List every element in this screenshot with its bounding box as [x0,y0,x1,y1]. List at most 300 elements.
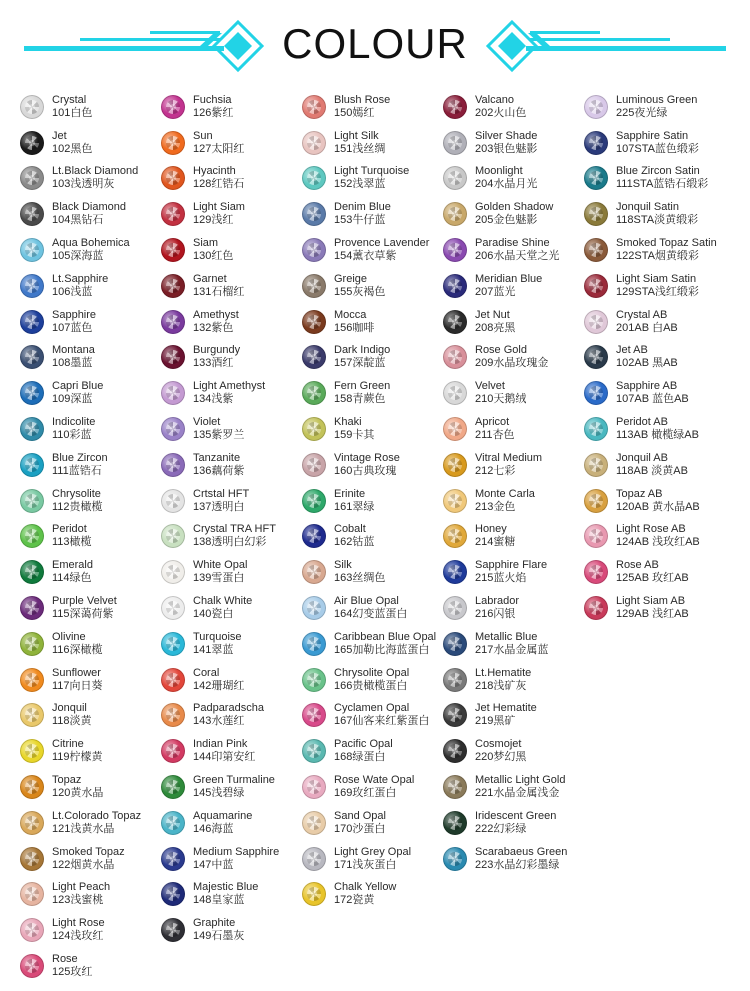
colour-text [193,810,252,836]
rhinestone-swatch-icon [161,703,185,727]
colour-text [475,702,537,728]
colour-name: Light Siam AB [616,595,686,608]
colour-item [161,411,302,447]
colour-name: Silver Shade [475,129,538,142]
colour-name: Iridescent Green [475,809,557,822]
rhinestone-swatch-icon [20,739,44,763]
colour-name: Scarabaeus Green [475,845,568,858]
colour-text [334,273,385,299]
colour-item [161,626,302,662]
rhinestone-swatch-icon [20,95,44,119]
colour-name: Monte Carla [475,487,535,500]
colour-name: Topaz [52,774,82,787]
colour-text [193,846,279,872]
colour-item [20,375,161,411]
colour-item [302,590,443,626]
rhinestone-swatch-icon [443,310,467,334]
colour-name: Cosmojet [475,738,522,751]
colour-text [52,273,108,299]
rhinestone-swatch-icon [161,417,185,441]
colour-code: 218浅矿灰 [475,679,527,692]
colour-code: 213金色 [475,500,516,513]
colour-item [443,232,584,268]
rhinestone-swatch-icon [302,131,326,155]
colour-name: Lt.Hematite [475,666,532,679]
colour-item [443,769,584,805]
colour-name: White Opal [193,559,248,572]
colour-item [161,268,302,304]
colour-name: Vintage Rose [334,451,400,464]
colour-item [302,769,443,805]
rhinestone-swatch-icon [443,560,467,584]
rhinestone-swatch-icon [161,632,185,656]
colour-code: 202火山色 [475,106,527,119]
colour-name: Provence Lavender [334,237,430,250]
colour-column [302,89,443,985]
rhinestone-swatch-icon [443,453,467,477]
colour-name: Padparadscha [193,702,264,715]
colour-name: Khaki [334,416,362,429]
colour-item [20,662,161,698]
colour-text [475,94,526,120]
colour-name: Vitral Medium [475,451,543,464]
colour-code: 223水晶幻彩墨绿 [475,858,560,871]
colour-item [161,304,302,340]
rhinestone-swatch-icon [20,310,44,334]
colour-code: 138透明白幻彩 [193,536,267,549]
rhinestone-swatch-icon [443,775,467,799]
rhinestone-swatch-icon [302,882,326,906]
colour-name: Garnet [193,272,227,285]
colour-name: Sand Opal [334,809,386,822]
colour-text [193,917,244,943]
colour-code: 165加勒比海蓝蛋白 [334,643,430,656]
colour-item [443,125,584,161]
rhinestone-swatch-icon [161,345,185,369]
colour-name: Air Blue Opal [334,595,399,608]
colour-item [302,805,443,841]
colour-name: Jet Hematite [475,702,537,715]
colour-text [193,488,249,514]
rhinestone-swatch-icon [443,166,467,190]
colour-item [584,196,725,232]
colour-name: Chalk White [193,595,253,608]
colour-name: Amethyst [193,308,239,321]
rhinestone-swatch-icon [161,596,185,620]
colour-code: 153牛仔蓝 [334,214,386,227]
colour-text [475,523,515,549]
colour-name: Greige [334,272,368,285]
colour-code: 144印第安红 [193,751,256,764]
rhinestone-swatch-icon [20,274,44,298]
rhinestone-swatch-icon [20,345,44,369]
rhinestone-swatch-icon [161,524,185,548]
colour-text [52,595,117,621]
colour-name: Chrysolite [52,487,101,500]
colour-item [20,411,161,447]
colour-column [161,89,302,985]
colour-name: Peridot [52,523,87,536]
colour-code: 162钴蓝 [334,536,375,549]
colour-name: Fern Green [334,380,391,393]
colour-item [302,232,443,268]
colour-name: Meridian Blue [475,272,543,285]
colour-item [20,841,161,877]
colour-code: 111蓝锆石 [52,464,102,477]
colour-name: Paradise Shine [475,237,550,250]
colour-item [443,483,584,519]
colour-code: 154薰衣草紫 [334,250,397,263]
colour-code: 103浅透明灰 [52,178,115,191]
rhinestone-swatch-icon [584,310,608,334]
colour-name: Citrine [52,738,84,751]
colour-code: 113AB 橄榄绿AB [616,429,699,442]
rhinestone-swatch-icon [20,202,44,226]
colour-code: 109深蓝 [52,393,93,406]
rhinestone-swatch-icon [443,202,467,226]
colour-name: Chalk Yellow [334,881,397,894]
rhinestone-swatch-icon [20,811,44,835]
colour-text [616,523,700,549]
colour-item [302,698,443,734]
colour-text [616,273,699,299]
colour-name: Luminous Green [616,93,698,106]
colour-code: 155灰褐色 [334,285,386,298]
colour-code: 107蓝色 [52,321,93,334]
colour-name: Topaz AB [616,487,663,500]
colour-item [302,877,443,913]
rhinestone-swatch-icon [302,524,326,548]
colour-code: 161翠绿 [334,500,375,513]
colour-code: 102黑色 [52,142,93,155]
colour-item [20,554,161,590]
colour-name: Peridot AB [616,416,668,429]
colour-item [161,447,302,483]
colour-code: 221水晶金属浅金 [475,787,560,800]
rhinestone-swatch-icon [302,632,326,656]
colour-code: 216闪银 [475,608,516,621]
colour-code: 143水莲红 [193,715,245,728]
colour-name: Jonquil AB [616,451,668,464]
colour-name: Light Rose [52,917,105,930]
colour-name: Light Amethyst [193,380,266,393]
rhinestone-swatch-icon [20,560,44,584]
colour-text [616,309,678,335]
colour-code: 150嫣红 [334,106,375,119]
colour-code: 119柠檬黄 [52,751,103,764]
colour-text [334,130,385,156]
rhinestone-swatch-icon [443,596,467,620]
colour-code: 127太阳红 [193,142,245,155]
colour-code: 201AB 白AB [616,321,678,334]
colour-item [161,912,302,948]
colour-text [334,631,436,657]
colour-text [475,380,526,406]
colour-code: 156咖啡 [334,321,375,334]
colour-text [616,559,689,585]
colour-name: Hyacinth [193,165,236,178]
colour-item [443,340,584,376]
colour-text [193,273,244,299]
colour-name: Crystal TRA HFT [193,523,276,536]
colour-code: 222幻彩绿 [475,822,527,835]
colour-item [20,519,161,555]
colour-name: Crystal AB [616,308,668,321]
colour-code: 113橄榄 [52,536,92,549]
colour-text [334,595,407,621]
colour-name: Sapphire Satin [616,129,689,142]
colour-code: 121浅黄水晶 [52,822,115,835]
colour-code: 172瓷黄 [334,894,375,907]
colour-name: Light Silk [334,129,379,142]
rhinestone-swatch-icon [302,166,326,190]
colour-name: Light Siam [193,201,245,214]
colour-code: 208亮黑 [475,321,516,334]
colour-item [161,125,302,161]
colour-code: 166贵橄榄蛋白 [334,679,408,692]
colour-item [302,626,443,662]
colour-code: 206水晶天堂之光 [475,250,560,263]
colour-name: Light Peach [52,881,111,894]
colour-code: 104黑钻石 [52,214,104,227]
colour-name: Violet [193,416,221,429]
colour-text [193,595,252,621]
colour-item [302,161,443,197]
colour-text [334,523,374,549]
rhinestone-swatch-icon [443,417,467,441]
colour-item [161,232,302,268]
rhinestone-swatch-icon [161,238,185,262]
colour-text [475,488,535,514]
rhinestone-swatch-icon [302,381,326,405]
colour-code: 209水晶玫瑰金 [475,357,549,370]
colour-item [20,769,161,805]
colour-item [584,89,725,125]
rhinestone-swatch-icon [302,560,326,584]
colour-text [193,523,276,549]
colour-code: 131石榴红 [193,285,245,298]
colour-text [616,344,678,370]
colour-code: 129STA浅红缎彩 [616,285,699,298]
colour-code: 117向日葵 [52,679,103,692]
colour-text [52,702,92,728]
colour-name: Rose [52,953,78,966]
colour-item [20,483,161,519]
colour-name: Green Turmaline [193,774,275,787]
colour-text [475,273,542,299]
rhinestone-swatch-icon [20,417,44,441]
colour-item [161,877,302,913]
colour-item [443,841,584,877]
colour-text [193,559,247,585]
colour-text [52,380,103,406]
rhinestone-swatch-icon [161,560,185,584]
colour-text [334,94,390,120]
colour-name: Coral [193,666,220,679]
colour-name: Rose AB [616,559,659,572]
rhinestone-swatch-icon [20,918,44,942]
colour-name: Jonquil Satin [616,201,679,214]
rhinestone-swatch-icon [302,417,326,441]
colour-name: Velvet [475,380,505,393]
colour-item [161,483,302,519]
colour-code: 125AB 玫红AB [616,572,689,585]
rhinestone-swatch-icon [443,381,467,405]
colour-text [52,452,108,478]
rhinestone-swatch-icon [584,166,608,190]
colour-name: Aqua Bohemica [52,237,130,250]
rhinestone-swatch-icon [161,310,185,334]
colour-text [334,237,429,263]
colour-text [334,559,385,585]
colour-name: Pacific Opal [334,738,393,751]
colour-name: Dark Indigo [334,344,391,357]
colour-code: 106浅蓝 [52,285,93,298]
colour-name: Light Rose AB [616,523,686,536]
colour-item [302,375,443,411]
colour-code: 120黄水晶 [52,787,104,800]
colour-text [334,810,386,836]
colour-item [161,519,302,555]
colour-name: Turquoise [193,630,242,643]
colour-item [161,89,302,125]
rhinestone-swatch-icon [443,847,467,871]
colour-name: Indian Pink [193,738,248,751]
rhinestone-swatch-icon [20,453,44,477]
rhinestone-swatch-icon [584,345,608,369]
colour-text [193,344,240,370]
colour-text [193,667,244,693]
colour-item [161,590,302,626]
colour-code: 114绿色 [52,572,92,585]
colour-code: 128红锆石 [193,178,245,191]
colour-name: Aquamarine [193,809,253,822]
colour-code: 148皇家蓝 [193,894,245,907]
rhinestone-swatch-icon [20,847,44,871]
colour-code: 205金色魅影 [475,214,538,227]
colour-item [443,662,584,698]
rhinestone-swatch-icon [161,131,185,155]
colour-code: 110彩蓝 [52,429,92,442]
colour-text [193,237,233,263]
colour-code: 107AB 蓝色AB [616,393,689,406]
colour-code: 169玫红蛋白 [334,787,397,800]
colour-text [52,667,103,693]
rhinestone-swatch-icon [20,524,44,548]
rhinestone-swatch-icon [443,703,467,727]
rhinestone-swatch-icon [161,489,185,513]
colour-text [616,452,688,478]
colour-name: Chrysolite Opal [334,666,410,679]
colour-item [20,447,161,483]
colour-item [443,733,584,769]
colour-code: 164幻变蓝蛋白 [334,608,408,621]
colour-text [475,667,531,693]
colour-text [475,237,559,263]
colour-item [20,340,161,376]
colour-name: Cobalt [334,523,366,536]
colour-text [52,631,103,657]
colour-name: Golden Shadow [475,201,554,214]
colour-item [161,769,302,805]
colour-code: 105深海蓝 [52,250,104,263]
colour-text [475,165,537,191]
colour-item [20,304,161,340]
colour-code: 116深橄榄 [52,643,103,656]
colour-item [20,912,161,948]
colour-text [193,416,244,442]
colour-text [334,380,390,406]
colour-code: 141翠蓝 [193,643,234,656]
colour-item [20,590,161,626]
rhinestone-swatch-icon [161,166,185,190]
colour-text [334,738,393,764]
colour-name: Erinite [334,487,366,500]
colour-text [193,165,244,191]
colour-text [334,344,390,370]
colour-code: 122STA烟黄缎彩 [616,250,699,263]
colour-name: Blush Rose [334,93,391,106]
colour-code: 149石墨灰 [193,930,245,943]
colour-name: Lt.Colorado Topaz [52,809,142,822]
rhinestone-swatch-icon [302,453,326,477]
colour-code: 168绿蛋白 [334,751,386,764]
colour-code: 146海蓝 [193,822,234,835]
rhinestone-swatch-icon [20,166,44,190]
colour-code: 147中蓝 [193,858,234,871]
colour-text [52,917,105,943]
colour-code: 102AB 黑AB [616,357,678,370]
colour-code: 212七彩 [475,464,516,477]
colour-name: Silk [334,559,352,572]
colour-item [20,268,161,304]
colour-text [193,380,265,406]
colour-name: Olivine [52,630,86,643]
rhinestone-swatch-icon [20,775,44,799]
colour-name: Blue Zircon Satin [616,165,700,178]
colour-item [584,232,725,268]
colour-text [52,130,92,156]
colour-name: Rose Wate Opal [334,774,415,787]
colour-name: Smoked Topaz Satin [616,237,717,250]
colour-code: 167仙客来红紫蛋白 [334,715,430,728]
rhinestone-swatch-icon [20,381,44,405]
colour-text [475,416,515,442]
colour-text [616,201,698,227]
rhinestone-swatch-icon [302,811,326,835]
colour-item [161,698,302,734]
colour-name: Labrador [475,595,520,608]
colour-item [584,447,725,483]
colour-text [616,237,717,263]
colour-text [52,344,95,370]
colour-text [475,344,548,370]
colour-item [161,805,302,841]
colour-code: 118AB 淡黄AB [616,464,688,477]
colour-code: 101白色 [52,106,93,119]
colour-name: Emerald [52,559,93,572]
colour-item [20,196,161,232]
colour-name: Crystal [52,93,87,106]
rhinestone-swatch-icon [161,847,185,871]
colour-item [20,948,161,984]
colour-name: Siam [193,237,219,250]
colour-text [334,774,414,800]
rhinestone-swatch-icon [161,668,185,692]
colour-text [334,667,409,693]
colour-item [20,698,161,734]
colour-code: 118淡黄 [52,715,92,728]
